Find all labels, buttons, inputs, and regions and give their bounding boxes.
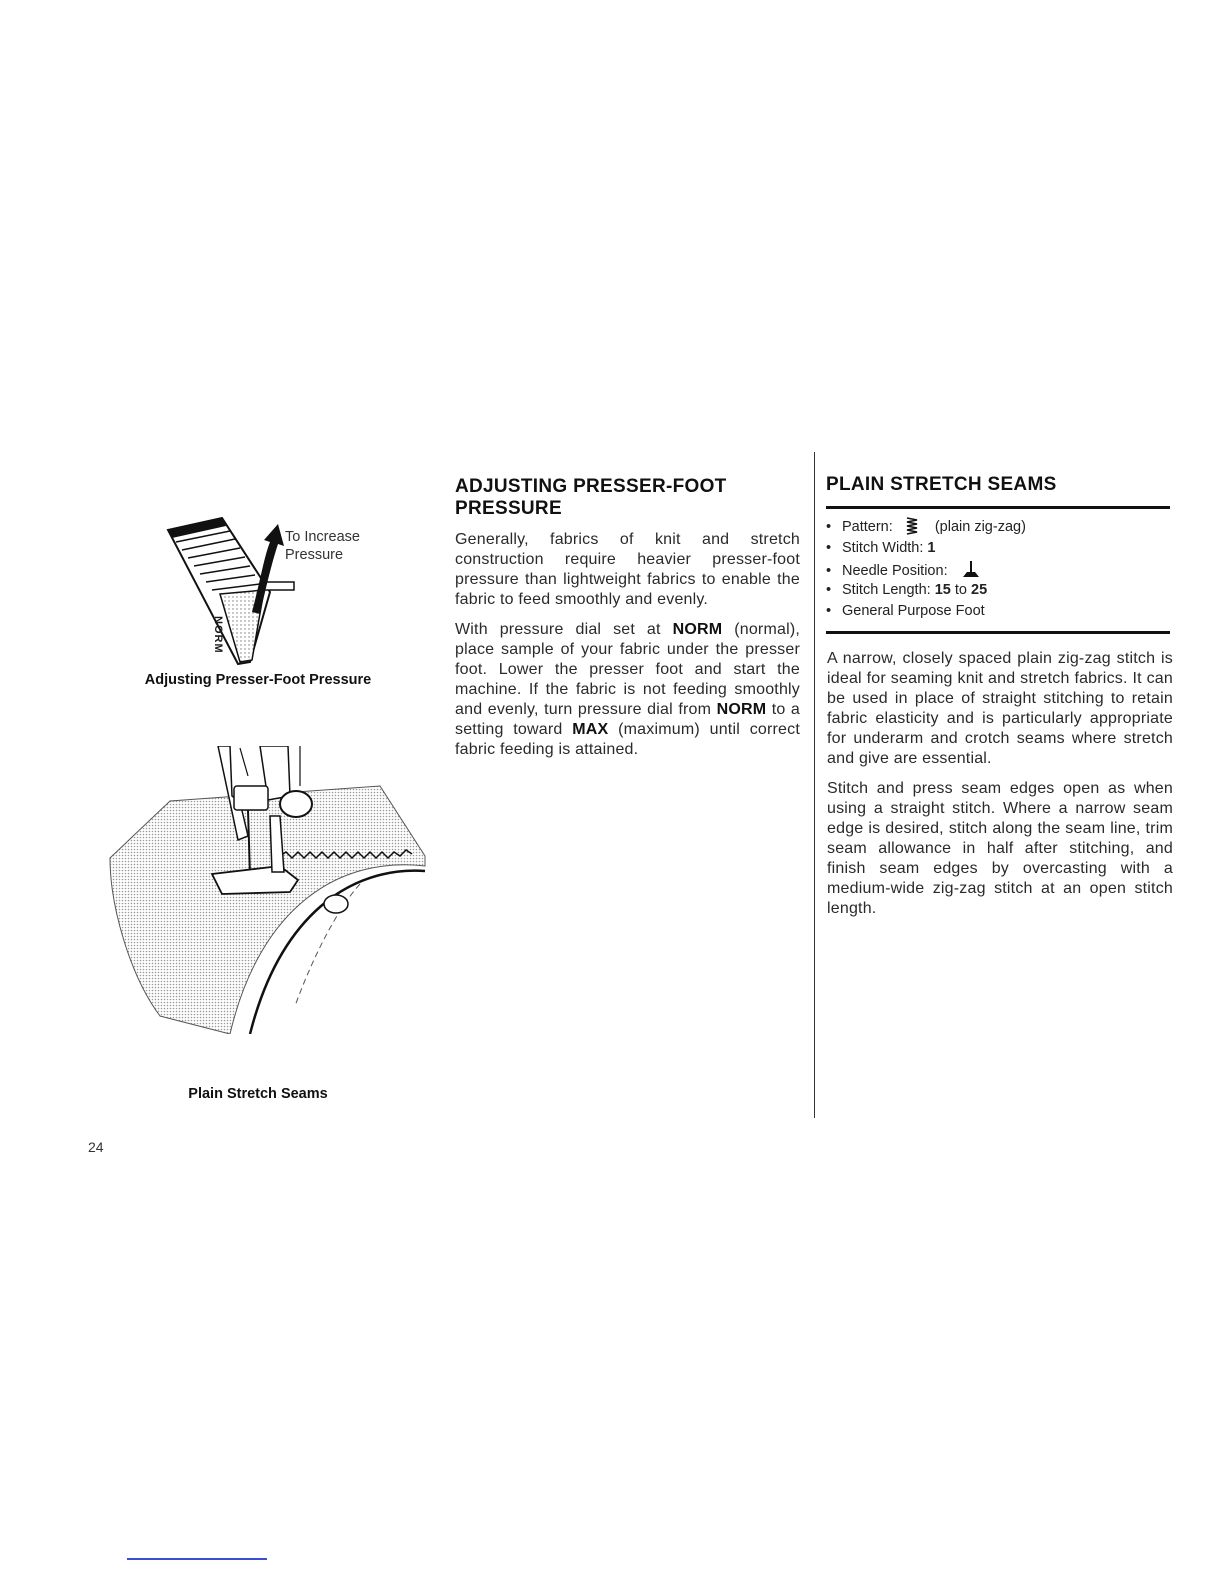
- norm-bold-1: NORM: [672, 621, 723, 638]
- spec-needle: • Needle Position:: [826, 559, 1170, 580]
- column-divider: [814, 452, 815, 1118]
- pressure-paragraph-2: [455, 620, 800, 760]
- para2-text-1: With pressure dial set at: [455, 621, 673, 638]
- section-heading-stretch-seams: PLAIN STRETCH SEAMS: [826, 474, 1057, 495]
- scan-edge-line: [127, 1558, 267, 1560]
- spec-pattern-label: Pattern:: [842, 519, 893, 535]
- needle-center-icon: [958, 559, 984, 579]
- max-bold: MAX: [572, 721, 609, 738]
- increase-pressure-label: [285, 528, 360, 564]
- pressure-dial-illustration: [160, 512, 400, 672]
- para2-text-2: (normal), place sample of your fabric under the presser foot. Lower the presser foot and start the machine. If the fabric is not feeding smoothly and evenly, turn pressure dial from: [455, 621, 800, 718]
- heading-pressure-line2: PRESSURE: [455, 498, 562, 519]
- stretch-paragraph-1: A narrow, closely spaced plain zig-zag stitch is ideal for seaming knit and stretch fabrics. It can be used in place of straight stitching to retain fabric elasticity and is particularly appropriate for underarm and crotch seams where stretch and give are essential.: [827, 650, 1173, 767]
- increase-pressure-line1: To Increase: [285, 529, 360, 545]
- dial-norm-label: NORM: [212, 616, 224, 654]
- heading-pressure-line1: ADJUSTING PRESSER-FOOT: [455, 476, 727, 497]
- para2-text-3: to a setting toward: [455, 701, 800, 738]
- page-number: 24: [88, 1139, 104, 1155]
- spec-foot: • General Purpose Foot: [826, 603, 985, 619]
- spec-foot-label: General Purpose Foot: [842, 603, 985, 619]
- spec-pattern-note: (plain zig-zag): [934, 519, 1026, 535]
- stitch-spec-list: [826, 517, 1170, 622]
- spec-length-to: 25: [971, 582, 988, 598]
- stretch-paragraph-2: Stitch and press seam edges open as when using a straight stitch. Where a narrow seam edge is desired, stitch along the seam line, trim seam allowance in half after stitching, and finish seam edges by overcasting with a medium-wide zig-zag stitch at an open stitch length.: [827, 780, 1173, 917]
- zigzag-pattern-icon: [897, 517, 927, 535]
- section-stretch-body: [827, 649, 1173, 919]
- pressure-dial-figure: [160, 512, 400, 672]
- spec-needle-label: Needle Position:: [842, 563, 948, 579]
- para2-text-4: (maximum) until correct fabric feeding is attained.: [455, 721, 800, 758]
- spec-width: • Stitch Width: 1: [826, 540, 936, 556]
- specs-bottom-rule: [826, 631, 1170, 634]
- specs-top-rule: [826, 506, 1170, 509]
- section-heading-pressure: [455, 476, 800, 520]
- increase-pressure-line2: Pressure: [285, 547, 344, 563]
- spec-pattern: • Pattern: (plain zig-zag): [826, 519, 1026, 535]
- spec-length-to-word: to: [954, 582, 967, 598]
- spec-width-label: Stitch Width:: [842, 540, 924, 556]
- spec-length-from: 15: [934, 582, 951, 598]
- spec-length: • Stitch Length: 15 to 25: [826, 582, 988, 598]
- section-pressure: [455, 476, 800, 760]
- figure-caption-pressure: Adjusting Presser-Foot Pressure: [144, 672, 372, 688]
- figure-caption-stretch-seams: Plain Stretch Seams: [188, 1086, 328, 1102]
- stretch-seam-figure: [100, 746, 430, 1034]
- norm-bold-2: NORM: [716, 701, 767, 718]
- stretch-seam-illustration: [100, 746, 430, 1034]
- spec-length-label: Stitch Length:: [842, 582, 931, 598]
- spec-width-value: 1: [927, 540, 936, 556]
- pressure-paragraph-1: Generally, fabrics of knit and stretch construction require heavier presser-foot pressure than lightweight fabrics to enable the fabric to feed smoothly and evenly.: [455, 531, 800, 608]
